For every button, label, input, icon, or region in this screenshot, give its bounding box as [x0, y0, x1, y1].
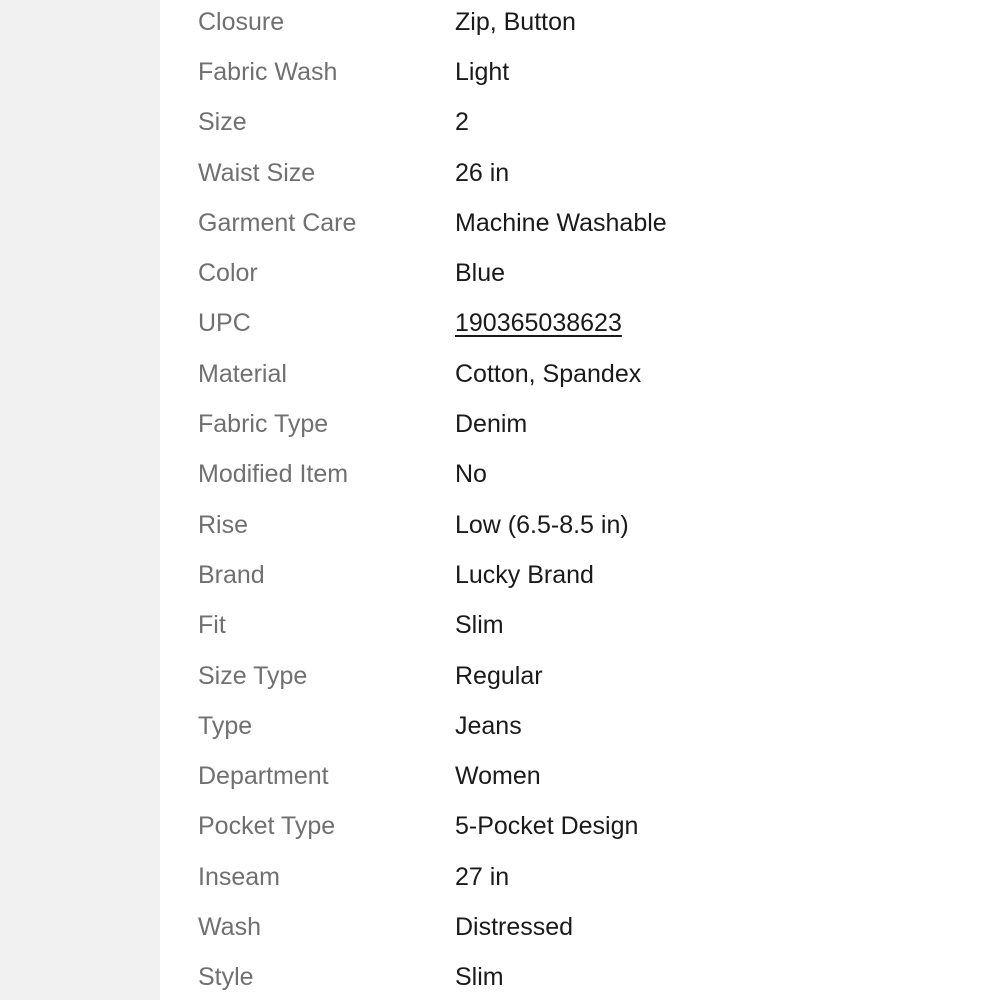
- spec-label: Rise: [198, 510, 249, 539]
- spec-row-modified-item: [198, 450, 978, 500]
- spec-row-wash: [198, 902, 978, 952]
- spec-label: Type: [198, 711, 253, 740]
- spec-label: Waist Size: [198, 158, 316, 187]
- spec-row-department: [198, 751, 978, 801]
- spec-label: Brand: [198, 560, 265, 589]
- spec-label: Fabric Type: [198, 410, 329, 439]
- spec-label: UPC: [198, 309, 251, 338]
- spec-row-rise: [198, 500, 978, 550]
- spec-row-waist-size: [198, 148, 978, 198]
- spec-row-brand: [198, 550, 978, 600]
- spec-value: Regular: [455, 661, 543, 690]
- spec-label: Inseam: [198, 862, 280, 891]
- spec-row-fabric-wash: [198, 47, 978, 97]
- spec-value: 5-Pocket Design: [455, 812, 639, 841]
- spec-row-style: [198, 953, 978, 1000]
- spec-value: Denim: [455, 410, 528, 439]
- spec-value: Machine Washable: [455, 208, 667, 237]
- spec-value: Slim: [455, 963, 504, 992]
- spec-value: 27 in: [455, 862, 510, 891]
- spec-row-upc: [198, 299, 978, 349]
- spec-value: Cotton, Spandex: [455, 359, 642, 388]
- spec-label: Fabric Wash: [198, 57, 338, 86]
- spec-row-closure: [198, 0, 978, 47]
- spec-row-fit: [198, 601, 978, 651]
- spec-label: Garment Care: [198, 208, 357, 237]
- spec-value: Blue: [455, 259, 506, 288]
- spec-row-pocket-type: [198, 802, 978, 852]
- spec-label: Style: [198, 963, 254, 992]
- spec-label: Wash: [198, 912, 261, 941]
- spec-value: Slim: [455, 611, 504, 640]
- spec-value: 2: [455, 108, 469, 137]
- spec-label: Closure: [198, 7, 285, 36]
- spec-label: Pocket Type: [198, 812, 336, 841]
- spec-value: Zip, Button: [455, 7, 576, 36]
- spec-label: Size Type: [198, 661, 308, 690]
- spec-value: Women: [455, 762, 541, 791]
- item-specifics-list: [198, 0, 978, 1000]
- spec-label: Department: [198, 762, 329, 791]
- spec-value: Distressed: [455, 912, 574, 941]
- spec-row-inseam: [198, 852, 978, 902]
- spec-value: Lucky Brand: [455, 560, 594, 589]
- item-specifics-panel: [160, 0, 1000, 1000]
- spec-row-color: [198, 248, 978, 298]
- spec-value: Low (6.5-8.5 in): [455, 510, 629, 539]
- spec-label: Modified Item: [198, 460, 349, 489]
- spec-value: Jeans: [455, 711, 522, 740]
- spec-row-size: [198, 98, 978, 148]
- spec-value: 26 in: [455, 158, 510, 187]
- spec-value: No: [455, 460, 487, 489]
- upc-link[interactable]: 190365038623: [455, 309, 622, 338]
- spec-label: Material: [198, 359, 287, 388]
- spec-row-size-type: [198, 651, 978, 701]
- spec-label: Size: [198, 108, 247, 137]
- spec-row-material: [198, 349, 978, 399]
- spec-label: Color: [198, 259, 258, 288]
- spec-row-type: [198, 701, 978, 751]
- spec-value: Light: [455, 57, 510, 86]
- spec-row-garment-care: [198, 198, 978, 248]
- spec-row-fabric-type: [198, 399, 978, 449]
- spec-label: Fit: [198, 611, 226, 640]
